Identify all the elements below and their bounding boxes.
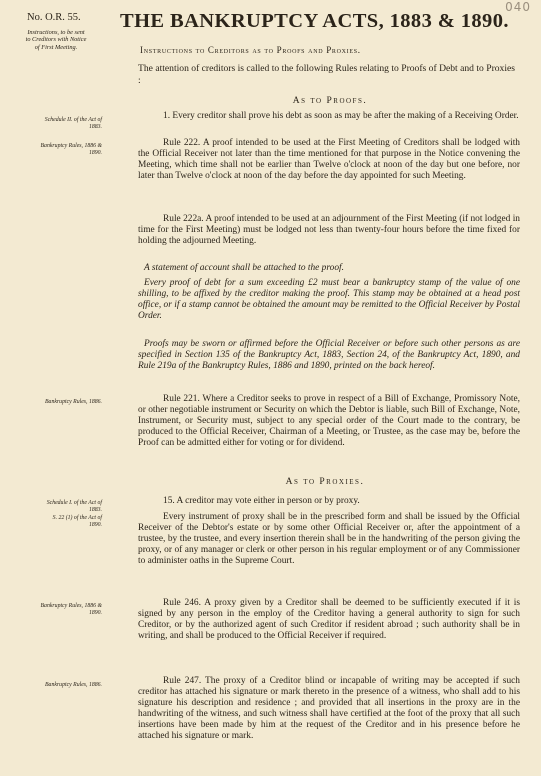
proxies-heading: As to Proxies.: [285, 477, 365, 487]
proofs-paragraph: A statement of account shall be attached to the proof.: [144, 263, 344, 273]
proofs-paragraph: Every proof of debt for a sum exceeding £2 must bear a bankruptcy stamp of the value of one shilling, to be affixed by the creditor making the proof. This stamp may be obtained at a head post office, or if a stamp cannot be obtained the amount may be remitted to the Official Receiver by Postal Order.: [138, 278, 520, 322]
form-number: No. O.R. 55.: [27, 12, 81, 23]
proofs-paragraph: Rule 221. Where a Creditor seeks to prove in respect of a Bill of Exchange, Promissory Note, or other negotiable instrument or Security on which the Debtor is liable, such Bill of Exchange, Note, Instrument, or Security must, subject to any special order of the Court made to the contrary, be produced to the Official Receiver, Chairman of a Meeting, or Trustee, as the case may be, before the Proof can be admitted either for voting or for dividend.: [138, 394, 520, 449]
margin-reference: Bankruptcy Rules, 1886.: [45, 682, 102, 688]
margin-reference: S. 22 (1) of the Act of 1890.: [52, 515, 102, 528]
proofs-heading: As to Proofs.: [292, 96, 368, 106]
proofs-paragraph: Proofs may be sworn or affirmed before the Official Receiver or before such other persons as are specified in Section 135 of the Bankruptcy Act, 1883, Section 24, of the Bankruptcy Act, 1890, and Rule 219a of the Bankruptcy Rules, 1886 and 1890, printed on the back hereof.: [138, 339, 520, 372]
proofs-paragraph: Rule 222a. A proof intended to be used at an adjournment of the First Meeting (if not lodged in time for the First Meeting) must be lodged not less than twenty-four hours before the time fixed for holding the adjourned Meeting.: [138, 214, 520, 247]
proxies-paragraph: 15. A creditor may vote either in person or by proxy.: [163, 496, 360, 506]
page-subtitle: Instructions to Creditors as to Proofs and Proxies.: [140, 45, 361, 55]
page-title: THE BANKRUPTCY ACTS, 1883 & 1890.: [120, 10, 509, 32]
margin-reference: Schedule II. of the Act of 1883.: [44, 117, 102, 130]
proxies-paragraph: Every instrument of proxy shall be in the prescribed form and shall be issued by the Official Receiver of the Debtor's estate or by some other Official Receiver or, after the appointment of a trustee, by the trustee, and every insertion therein shall be in the handwriting of the person giving the proxy, or of any manager or clerk or other person in his regular employment or of any Commissioner to administer oaths in the Supreme Court.: [138, 512, 520, 567]
margin-reference: Bankruptcy Rules, 1886 & 1890.: [40, 603, 102, 616]
side-instruction: Instructions, to be sent to Creditors with Notice of First Meeting.: [25, 29, 87, 51]
margin-reference: Schedule I. of the Act of 1883.: [46, 500, 102, 513]
margin-reference: Bankruptcy Rules, 1886.: [45, 399, 102, 405]
proxies-paragraph: Rule 246. A proxy given by a Creditor shall be deemed to be sufficiently executed if it is signed by any person in the employ of the Creditor having a general authority to sign for such Creditor, or by the authorized agent of such Creditor if resident abroad ; such authority shall be in writing, and shall be produced to the Official Receiver if required.: [138, 598, 520, 642]
margin-reference: Bankruptcy Rules, 1886 & 1890.: [40, 143, 102, 156]
intro-text: The attention of creditors is called to the following Rules relating to Proofs of Debt and to Proxies :: [138, 63, 516, 86]
proofs-paragraph: 1. Every creditor shall prove his debt as soon as may be after the making of a Receiving Order.: [163, 111, 519, 121]
proxies-paragraph: Rule 247. The proxy of a Creditor blind or incapable of writing may be accepted if such creditor has attached his signature or mark thereto in the presence of a witness, who shall add to his signature his description and residence ; and provided that all insertions in the proxy are in the handwriting of the witness, and such witness shall have certified at the foot of the proxy that all such insertions have been made by him at the request of the Creditor and in his presence before he attached his signature or mark.: [138, 676, 520, 742]
proofs-paragraph: Rule 222. A proof intended to be used at the First Meeting of Creditors shall be lodged with the Official Receiver not later than the time mentioned for that purpose in the Notice convening the Meeting, which time shall not be earlier than Twelve o'clock at noon of the day but one before, nor later than Twelve o'clock at noon of the day before the day appointed for such Meeting.: [138, 138, 520, 182]
handwritten-page-number: 040: [505, 0, 531, 14]
